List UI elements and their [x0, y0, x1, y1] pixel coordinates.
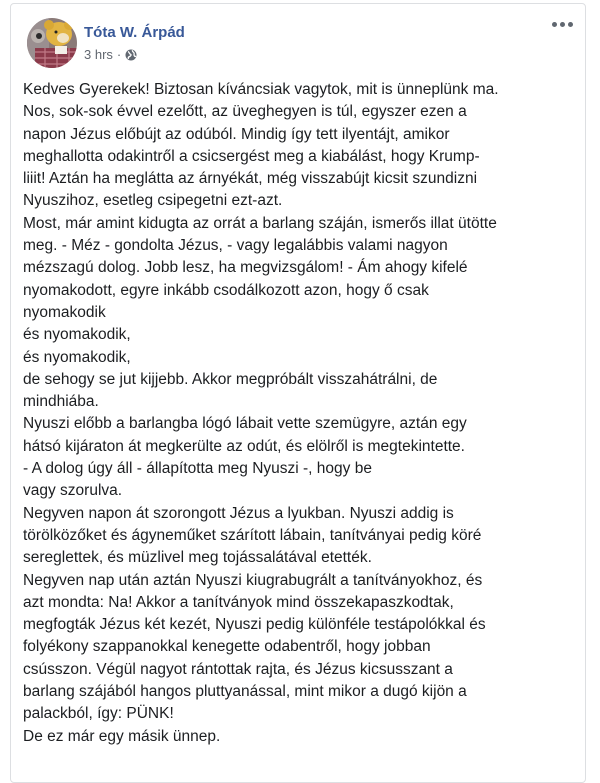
- more-dot-icon: [560, 22, 565, 27]
- post-meta: [84, 47, 137, 62]
- post-text-line: sereglettek, és müzlivel meg tojássalátával etették.: [23, 549, 372, 567]
- post-text-line: napon Jézus előbújt az odúból. Mindig így tett ilyentájt, amikor: [23, 125, 450, 143]
- more-dot-icon: [568, 22, 573, 27]
- post-text-line: palackból, így: PÜNK!: [23, 705, 174, 723]
- post-text-line: vagy szorulva.: [23, 482, 123, 500]
- post-text-line: megfogták Jézus két kezét, Nyuszi pedig különféle testápolókkal és: [23, 616, 486, 634]
- more-dot-icon: [552, 22, 557, 27]
- post-text-line: Kedves Gyerekek! Biztosan kíváncsiak vagytok, mit is ünneplünk ma.: [23, 81, 499, 98]
- author-name[interactable]: Tóta W. Árpád: [84, 24, 185, 41]
- post-text-line: meghallotta odakintről a csicsergést meg a kiabálást, hogy Krump-: [23, 147, 480, 165]
- post-text-line: Negyven napon át szorongott Jézus a lyukban. Nyuszi addig is: [23, 504, 454, 522]
- post-text-line: folyékony szappanokkal kenegette odabentről, hogy jobban: [23, 638, 431, 656]
- more-options-button[interactable]: [552, 22, 573, 27]
- post-text-line: nyomakodott, egyre inkább csodálkozott azon, hogy ő csak: [23, 281, 429, 299]
- author-avatar[interactable]: [27, 18, 77, 68]
- post-text-line: meg. - Méz - gondolta Jézus, - vagy legalábbis valami nagyon: [23, 237, 448, 255]
- post-card: [10, 3, 586, 783]
- post-text-line: barlang szájából hangos pluttyanással, mint mikor a dugó kijön a: [23, 683, 467, 701]
- avatar-image: [27, 18, 77, 68]
- post-text-line: liiit! Aztán ha meglátta az árnyékát, még visszabújt kicsit szundizni: [23, 170, 478, 188]
- post-text-line: és nyomakodik,: [23, 348, 131, 366]
- post-text-line: Nyuszihoz, esetleg csipegetni ezt-azt.: [23, 192, 283, 210]
- post-text-line: Most, már amint kidugta az orrát a barlang száján, ismerős illat ütötte: [23, 214, 497, 232]
- post-text-line: hátsó kijáraton át megkerülte az odút, és elölről is megtekintette.: [23, 437, 465, 455]
- post-text-line: azt mondta: Na! Akkor a tanítványok mind összekapaszkodtak,: [23, 593, 454, 611]
- post-text: [23, 79, 583, 748]
- post-text-line: törölközőket és ágyneműket szárított lábain, tanítványai pedig köré: [23, 526, 482, 544]
- post-text-line: Nyuszi előbb a barlangba lógó lábait vette szemügyre, aztán egy: [23, 415, 467, 433]
- post-text-line: de sehogy se jut kijjebb. Akkor megpróbált visszahátrálni, de: [23, 370, 438, 388]
- globe-icon[interactable]: [125, 49, 137, 61]
- post-text-line: De ez már egy másik ünnep.: [23, 727, 221, 745]
- post-timestamp[interactable]: 3 hrs: [84, 47, 113, 62]
- post-text-line: és nyomakodik,: [23, 326, 131, 344]
- post-text-line: - A dolog úgy áll - állapította meg Nyuszi -, hogy be: [23, 460, 372, 478]
- post-text-line: Negyven nap után aztán Nyuszi kiugrabugrált a tanítványokhoz, és: [23, 571, 483, 589]
- post-text-line: mindhiába.: [23, 393, 99, 411]
- post-text-line: nyomakodik: [23, 303, 106, 321]
- post-text-line: mézszagú dolog. Jobb lesz, ha megvizsgálom! - Ám ahogy kifelé: [23, 259, 468, 277]
- post-text-line: csússzon. Végül nagyot rántottak rajta, és Jézus kicsusszant a: [23, 660, 453, 678]
- post-text-line: Nos, sok-sok évvel ezelőtt, az üveghegyen is túl, egyszer ezen a: [23, 103, 467, 121]
- meta-separator: ·: [116, 47, 122, 62]
